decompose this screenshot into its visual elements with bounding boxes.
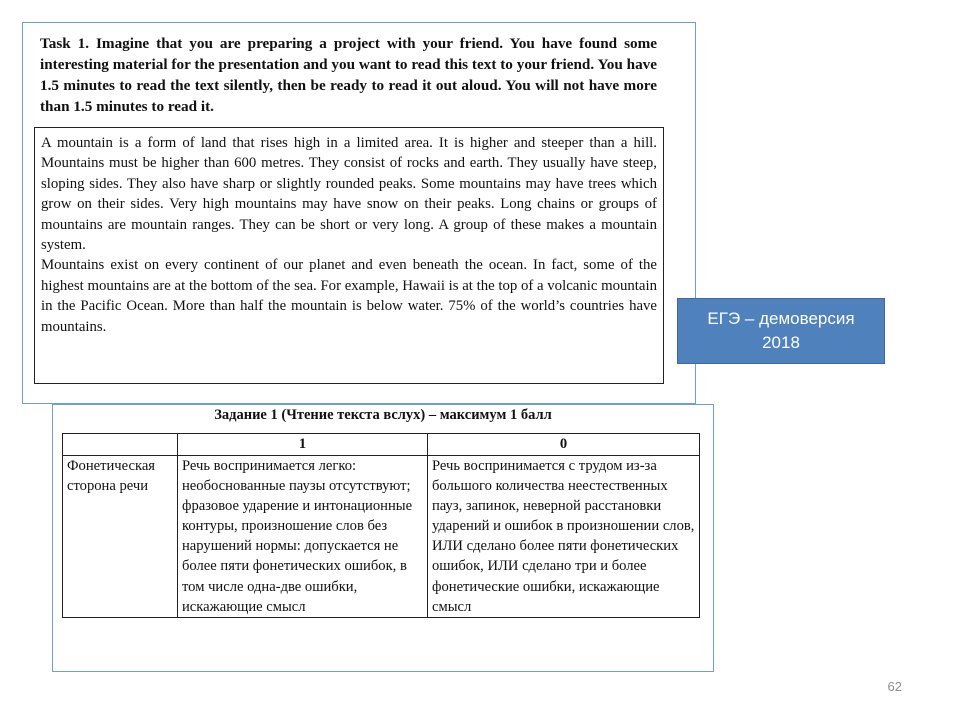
rubric-header-score-0: 0	[428, 434, 700, 456]
badge-line-2: 2018	[762, 333, 800, 352]
exam-version-badge	[677, 298, 885, 364]
rubric-row	[63, 456, 700, 618]
rubric-criterion: Фонетическая сторона речи	[63, 456, 178, 618]
rubric-header-score-1: 1	[178, 434, 428, 456]
rubric-score-1-description: Речь воспринимается легко: необоснованные паузы отсутствуют; фразовое ударение и интонационные контуры, произношение слов без нарушений нормы: допускается не более пяти фонетических ошибок, в том числе одна-две ошибки, искажающие смысл	[178, 456, 428, 618]
rubric-score-0-description: Речь воспринимается с трудом из-за большого количества неестественных пауз, запинок, неверной расстановки ударений и ошибок в произношении слов, ИЛИ сделано более пяти фонетических ошибок, ИЛИ сделано три и более фонетические ошибки, искажающие смысл	[428, 456, 700, 618]
rubric-header-row	[63, 434, 700, 456]
rubric-panel	[52, 404, 714, 672]
task-instruction: Task 1. Imagine that you are preparing a project with your friend. You have found some interesting material for the presentation and you want to read this text to your friend. You have 1.5 minutes to read the text silently, then be ready to read it out aloud. You will not have more than 1.5 minutes to read it.	[40, 35, 657, 115]
reading-paragraph-2: Mountains exist on every continent of our planet and even beneath the ocean. In fact, some of the highest mountains are at the bottom of the sea. For example, Hawaii is at the top of a volcanic mountain in the Pacific Ocean. More than half the mountain is below water. 75% of the world’s countries have mountains.	[41, 257, 657, 335]
reading-paragraph-1: A mountain is a form of land that rises high in a limited area. It is higher and steeper than a hill. Mountains must be higher than 600 metres. They consist of rocks and earth. They usually have steep, sloping sides. They also have sharp or slightly rounded peaks. Some mountains may have trees which grow on their sides. Very high mountains may have snow on their peaks. Long chains or groups of mountains are mountain ranges. They can be short or very long. A group of these makes a mountain system.	[41, 135, 657, 254]
rubric-title: Задание 1 (Чтение текста вслух) – максимум 1 балл	[214, 407, 552, 423]
reading-text-box	[34, 127, 664, 384]
rubric-table	[62, 433, 700, 618]
rubric-header-criterion	[63, 434, 178, 456]
task-panel	[22, 22, 696, 404]
badge-line-1: ЕГЭ – демоверсия	[707, 309, 855, 328]
slide-number: 62	[887, 679, 902, 694]
